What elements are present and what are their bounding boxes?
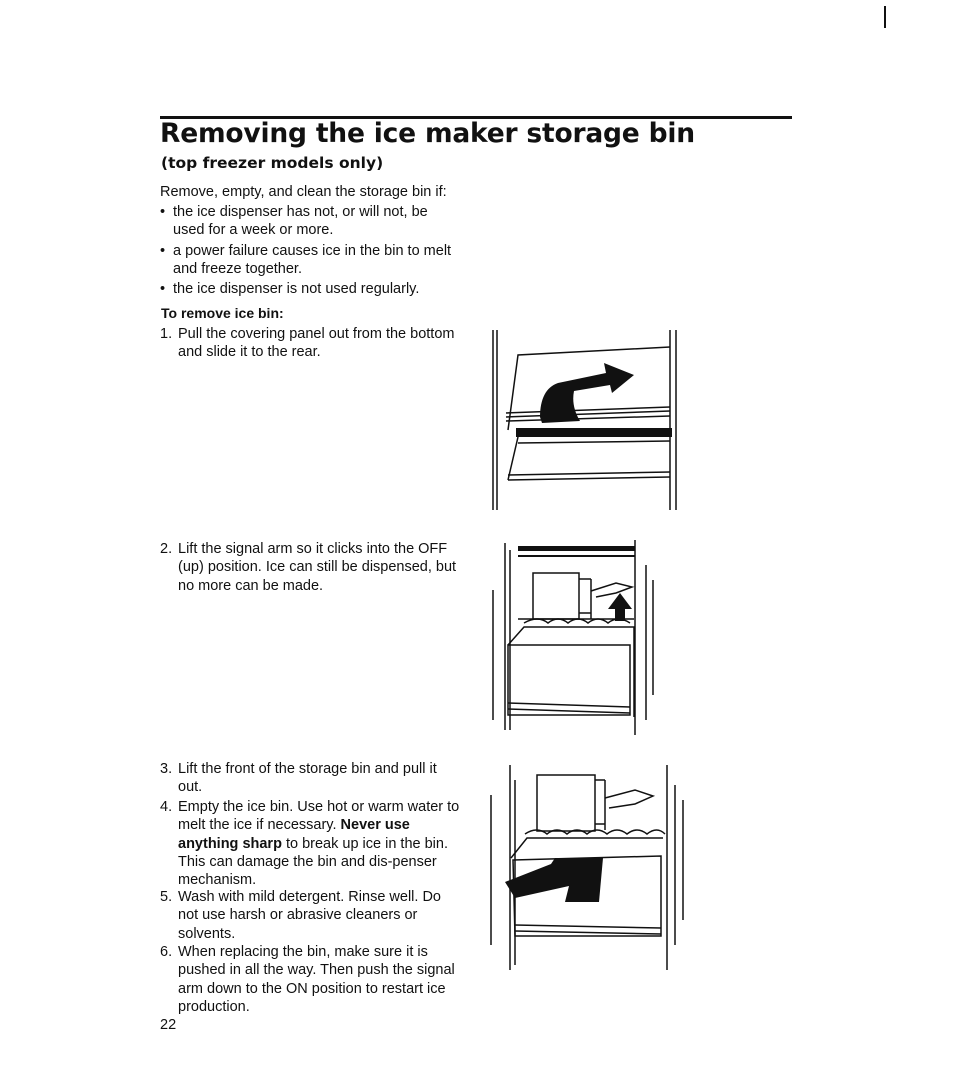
bullet-text: the ice dispenser is not used regularly.	[173, 281, 420, 298]
step-number: 3.	[160, 761, 173, 777]
step-6	[160, 943, 460, 1016]
step-text	[160, 798, 465, 889]
warning-text: Never use anything sharp	[178, 817, 410, 852]
intro-text: Remove, empty, and clean the storage bin if:	[160, 184, 447, 200]
bullet-icon: •	[160, 242, 166, 259]
procedure-heading: To remove ice bin:	[161, 305, 284, 321]
step-number: 2.	[160, 541, 173, 557]
step-2	[160, 540, 465, 595]
list-item	[160, 242, 460, 279]
signal-arm-up-arrow-icon	[608, 593, 632, 621]
step-number: 5.	[160, 889, 173, 905]
step-number: 6.	[160, 944, 173, 960]
bullet-icon: •	[160, 204, 166, 220]
page-number: 22	[160, 1017, 177, 1033]
step-5	[160, 888, 455, 943]
figure-covering-panel	[488, 325, 688, 515]
step-text: Wash with mild detergent. Rinse well. Do not use harsh or abrasive cleaners or solvents.	[178, 889, 441, 942]
step-text: Lift the signal arm so it clicks into the OFF (up) position. Ice can still be dispensed, but no more can be made.	[178, 541, 457, 594]
step-text: When replacing the bin, make sure it is pushed in all the way. Then push the signal arm down to the ON position to restart ice production.	[178, 944, 455, 1015]
page-subtitle: (top freezer models only)	[161, 154, 384, 172]
step-4	[160, 798, 465, 889]
bullet-icon: •	[160, 281, 166, 298]
step-3	[160, 760, 450, 797]
list-item	[160, 203, 460, 240]
step-number: 1.	[160, 326, 173, 342]
step-text-part: Empty the ice bin. Use hot or warm water to melt the ice if necessary.	[178, 799, 460, 834]
step-text: Pull the covering panel out from the bottom and slide it to the rear.	[178, 326, 455, 361]
conditions-list	[160, 203, 460, 300]
page-edge-mark	[884, 6, 886, 28]
figure-signal-arm	[488, 535, 663, 740]
step-number: 4.	[160, 799, 173, 815]
bin-pull-out-arrow-icon	[505, 858, 603, 902]
bullet-text: the ice dispenser has not, or will not, be used for a week or more.	[173, 204, 428, 239]
page-title: Removing the ice maker storage bin	[160, 118, 695, 149]
list-item	[160, 280, 460, 298]
bullet-text: a power failure causes ice in the bin to melt and freeze together.	[173, 242, 452, 277]
figure-storage-bin	[485, 760, 695, 975]
step-1	[160, 325, 470, 362]
step-text-part: to break up ice in the bin. This can damage the bin and dis-penser mechanism.	[178, 835, 448, 889]
step-text: Lift the front of the storage bin and pull it out.	[178, 761, 437, 796]
